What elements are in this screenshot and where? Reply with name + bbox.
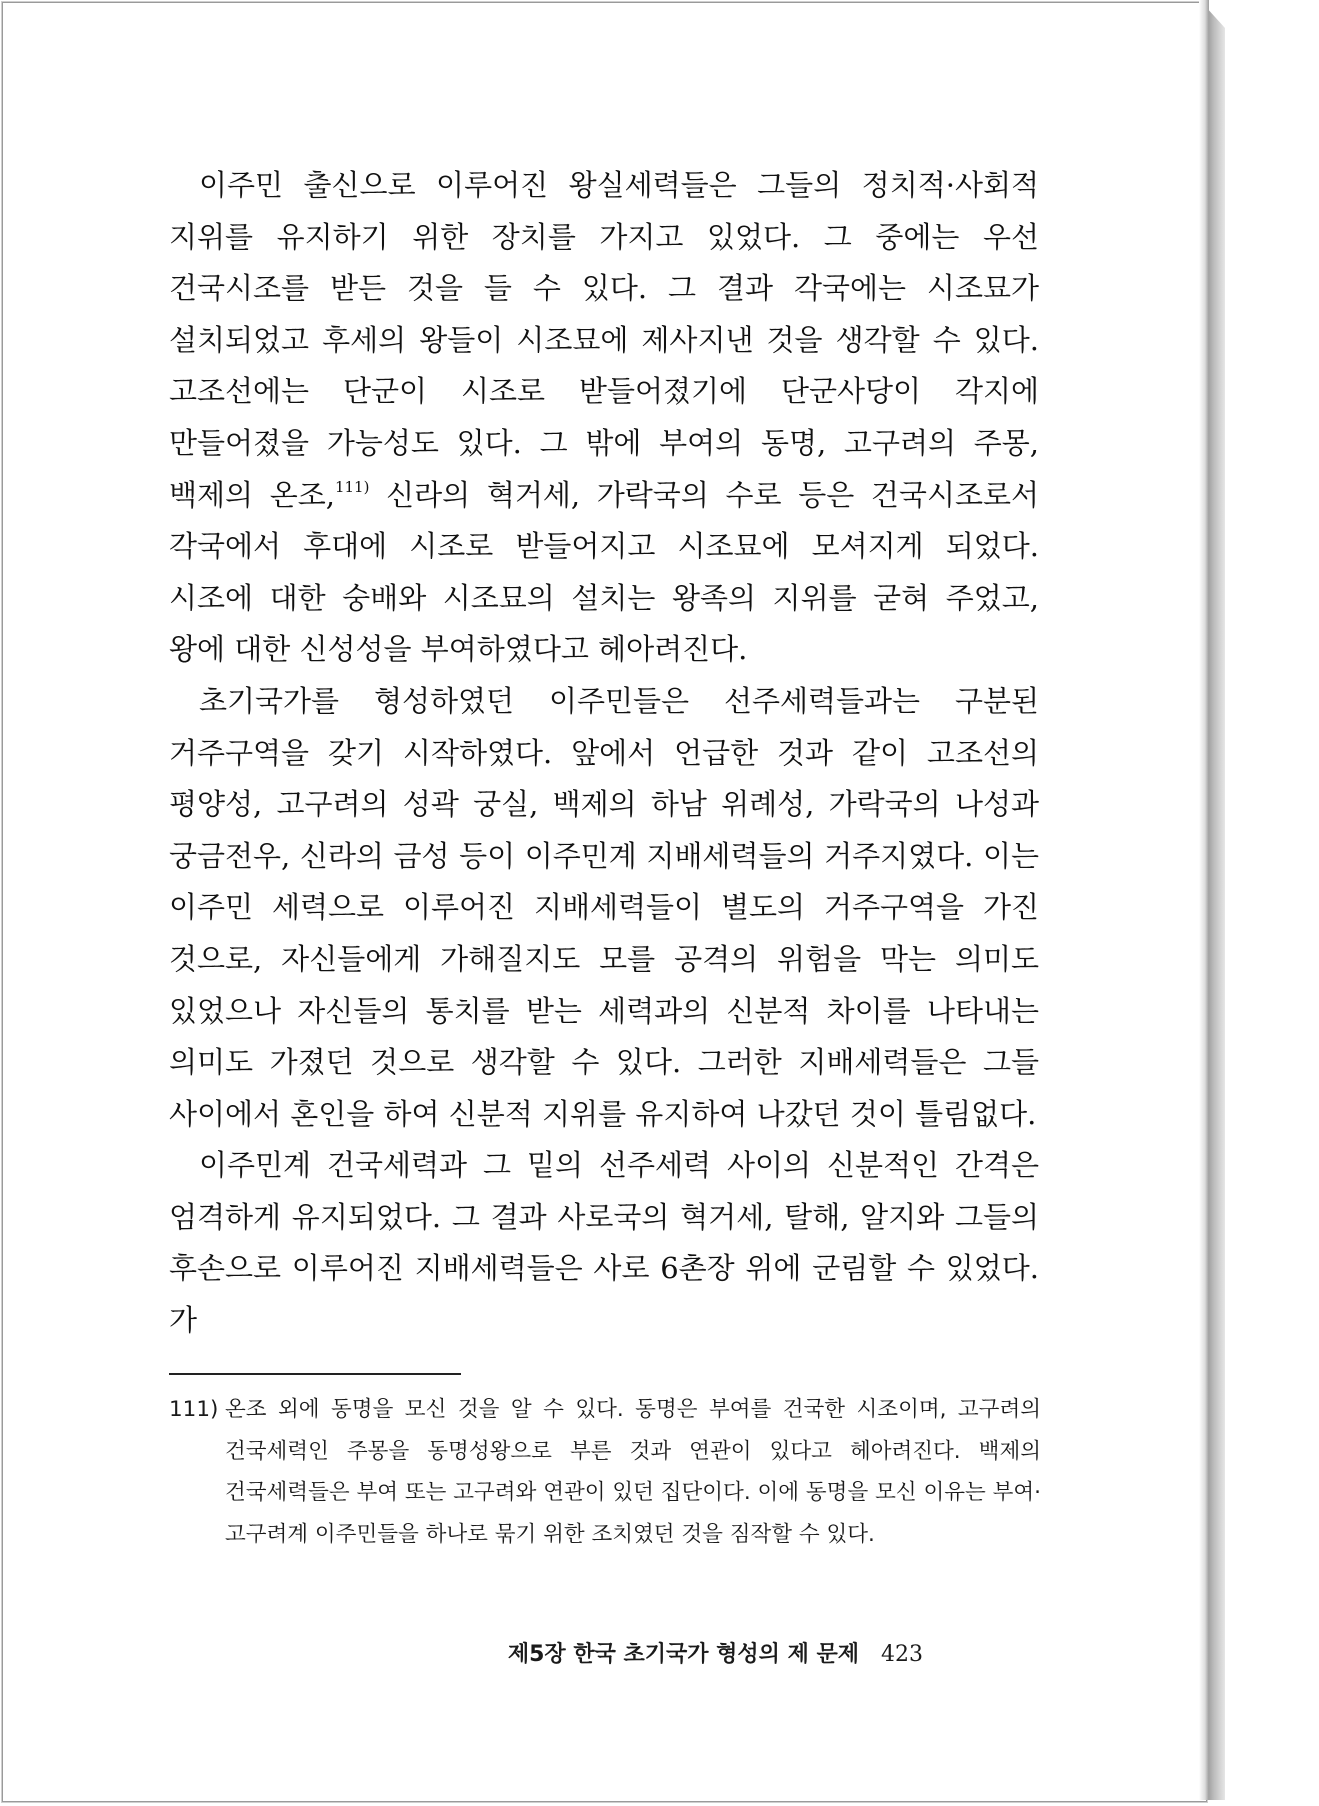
footnote-number: 111) (169, 1397, 219, 1422)
paragraph-1-text-b: 신라의 혁거세, 가락국의 수로 등은 건국시조로서 각국에서 후대에 시조로 받들어지고 시조묘에 모셔지게 되었다. 시조에 대한 숭배와 시조묘의 설치는 왕족의 지위를 굳혀 주었고, 왕에 대한 신성성을 부여하였다고 헤아려진다. (169, 477, 1039, 667)
chapter-title: 제5장 한국 초기국가 형성의 제 문제 (507, 1642, 859, 1667)
footnote-reference: 111) (334, 477, 370, 496)
paragraph-1 (169, 160, 1039, 676)
book-page (2, 2, 1207, 1802)
footnote-divider (169, 1373, 461, 1375)
paragraph-1-text-a: 이주민 출신으로 이루어진 왕실세력들은 그들의 정치적·사회적 지위를 유지하기 위한 장치를 가지고 있었다. 그 중에는 우선 건국시조를 받든 것을 들 수 있다. 그 결과 각국에는 시조묘가 설치되었고 후세의 왕들이 시조묘에 제사지낸 것을 생각할 수 있다. 고조선에는 단군이 시조로 받들어졌기에 단군사당이 각지에 만들어졌을 가능성도 있다. 그 밖에 부여의 동명, 고구려의 주몽, 백제의 온조, (169, 168, 1039, 512)
page-curl-edge (1199, 0, 1209, 1800)
footnote (169, 1389, 1041, 1555)
main-text (169, 160, 1039, 1347)
page-number: 423 (881, 1642, 923, 1667)
paragraph-3: 이주민계 건국세력과 그 밑의 선주세력 사이의 신분적인 간격은 엄격하게 유지되었다. 그 결과 사로국의 혁거세, 탈해, 알지와 그들의 후손으로 이루어진 지배세력들은 사로 6촌장 위에 군림할 수 있었다. 가 (169, 1148, 1039, 1338)
paragraph-2: 초기국가를 형성하였던 이주민들은 선주세력들과는 구분된 거주구역을 갖기 시작하였다. 앞에서 언급한 것과 같이 고조선의 평양성, 고구려의 성곽 궁실, 백제의 하남 위례성, 가락국의 나성과 궁금전우, 신라의 금성 등이 이주민계 지배세력들의 거주지였다. 이는 이주민 세력으로 이루어진 지배세력들이 별도의 거주구역을 가진 것으로, 자신들에게 가해질지도 모를 공격의 위험을 막는 의미도 있었으나 자신들의 통치를 받는 세력과의 신분적 차이를 나타내는 의미도 가졌던 것으로 생각할 수 있다. 그러한 지배세력들은 그들 사이에서 혼인을 하여 신분적 지위를 유지하여 나갔던 것이 틀림없다. (169, 683, 1039, 1131)
running-footer (508, 1637, 923, 1668)
footnote-text: 온조 외에 동명을 모신 것을 알 수 있다. 동명은 부여를 건국한 시조이며, 고구려의 건국세력인 주몽을 동명성왕으로 부른 것과 연관이 있다고 헤아려진다. 백제의 건국세력들은 부여 또는 고구려와 연관이 있던 집단이다. 이에 동명을 모신 이유는 부여·고구려계 이주민들을 하나로 묶기 위한 조치였던 것을 짐작할 수 있다. (225, 1397, 1041, 1547)
